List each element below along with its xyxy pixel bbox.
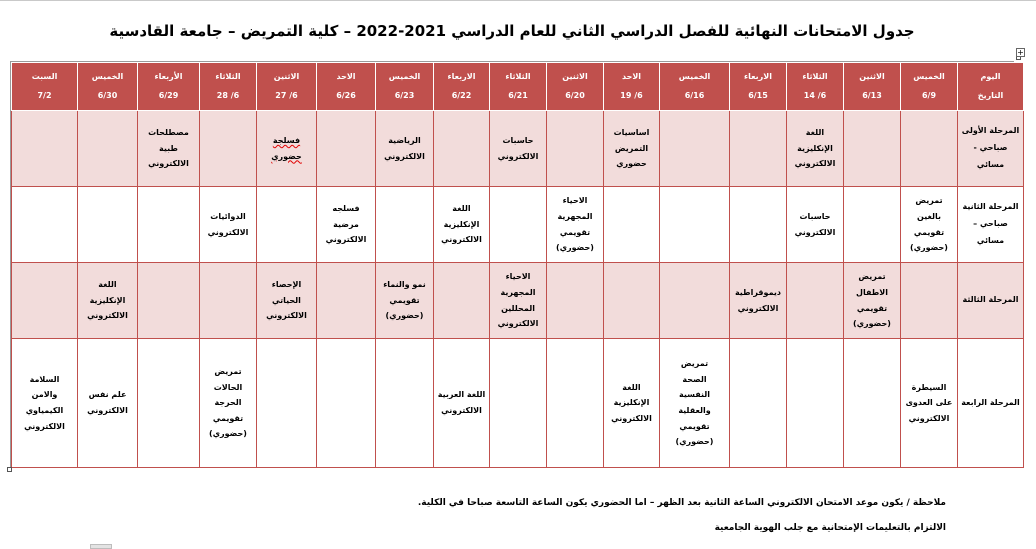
exam-label: تمريض الصحة النفسية والعقلية تقويمي (حضوري)	[675, 359, 714, 447]
column-header	[317, 63, 376, 111]
exam-cell	[200, 263, 257, 339]
exam-cell	[901, 339, 958, 468]
exam-label: الإحصاء الحياتي الالكتروني	[266, 280, 307, 321]
column-header	[138, 63, 200, 111]
column-date: 6/30	[97, 90, 118, 100]
page-scroll-marker	[90, 544, 112, 549]
exam-cell	[787, 263, 844, 339]
stage-cell	[958, 263, 1024, 339]
stage-cell	[958, 339, 1024, 468]
stage-cell	[958, 111, 1024, 187]
column-day: الخميس	[913, 72, 945, 82]
exam-label: اساسيات التمريض حضوري	[613, 128, 650, 169]
exam-cell	[787, 187, 844, 263]
exam-cell	[317, 111, 376, 187]
exam-label: اللغة الإنكليزية الالكتروني	[87, 280, 128, 321]
column-header	[844, 63, 901, 111]
exam-cell	[901, 263, 958, 339]
exam-label: اللغة الإنكليزية الالكتروني	[794, 128, 836, 169]
exam-label: فسلجه مرضية الالكتروني	[325, 204, 367, 245]
exam-cell	[547, 263, 604, 339]
exam-cell	[434, 187, 490, 263]
column-header	[12, 63, 78, 111]
exam-cell	[490, 339, 547, 468]
exam-cell	[200, 187, 257, 263]
corner-day-label: اليوم	[980, 72, 1001, 82]
note-exam-times: ملاحظة / يكون موعد الامتحان الالكتروني الساعة الثانية بعد الظهر – اما الحضوري يكون الساعة التاسعة صباحا في الكلية.	[417, 498, 946, 508]
exam-cell	[604, 339, 660, 468]
column-header	[257, 63, 317, 111]
exam-cell	[490, 187, 547, 263]
exam-cell	[434, 263, 490, 339]
exam-cell	[660, 263, 730, 339]
exam-cell	[787, 111, 844, 187]
exam-cell	[730, 263, 787, 339]
column-date: 6/23	[394, 90, 415, 100]
column-day: السبت	[31, 72, 58, 82]
column-day: الاحد	[621, 72, 642, 82]
exam-label: اللغة الإنكليزية الالكتروني	[441, 204, 482, 245]
exam-cell	[78, 111, 138, 187]
column-day: الاثنين	[273, 72, 300, 82]
exam-schedule-table	[11, 62, 1024, 468]
stage-label: المرحلة الأولى صباحي - مسائي	[961, 126, 1020, 169]
column-day: الأربعاء	[154, 72, 183, 82]
document-title: جدول الامتحانات النهائية للفصل الدراسي الثاني للعام الدراسي 2021-2022 – كلية التمريض – جامعة القادسية	[109, 22, 915, 40]
exam-cell	[376, 111, 434, 187]
exam-cell	[844, 187, 901, 263]
column-date: 6/22	[451, 90, 472, 100]
exam-cell	[660, 111, 730, 187]
exam-label: ديموقراطية الالكتروني	[734, 287, 782, 313]
column-day: الاحد	[336, 72, 356, 82]
column-date: 6/26	[336, 90, 356, 100]
exam-cell	[604, 187, 660, 263]
exam-label: الاحياء المجهرية المحللين الالكتروني	[497, 272, 539, 329]
exam-cell	[138, 339, 200, 468]
resize-handle[interactable]	[7, 467, 12, 472]
exam-cell	[730, 187, 787, 263]
stage-label: المرحلة الرابعة	[961, 397, 1020, 407]
exam-cell	[660, 187, 730, 263]
exam-cell	[200, 111, 257, 187]
exam-cell	[257, 339, 317, 468]
exam-label: تمريض الاطفال تقويمي (حضوري)	[853, 272, 891, 329]
exam-cell	[78, 339, 138, 468]
exam-cell	[844, 111, 901, 187]
exam-cell	[257, 263, 317, 339]
exam-label: حاسبات الالكتروني	[497, 135, 539, 161]
column-header	[434, 63, 490, 111]
exam-cell	[490, 263, 547, 339]
table-row	[12, 187, 1024, 263]
exam-label: الاحياء المجهرية تقويمي (حضوري)	[556, 196, 594, 253]
exam-cell	[78, 187, 138, 263]
exam-cell	[901, 187, 958, 263]
exam-label: السلامة والامن الكيمياوي الالكتروني	[24, 374, 65, 431]
column-date: 6/29	[158, 90, 179, 100]
exam-cell	[434, 339, 490, 468]
table-row	[12, 339, 1024, 468]
exam-cell	[547, 339, 604, 468]
column-day: الثلاثاء	[505, 72, 531, 82]
column-header	[660, 63, 730, 111]
column-date: 6/21	[508, 90, 528, 100]
table-row	[12, 111, 1024, 187]
column-day: الخميس	[678, 72, 711, 82]
stage-cell	[958, 187, 1024, 263]
exam-label: السيطرة على العدوى الالكتروني	[905, 382, 953, 423]
column-day: الاربعاء	[744, 72, 772, 82]
column-date: 6/9	[921, 90, 937, 100]
column-day: الثلاثاء	[215, 72, 241, 82]
exam-cell	[376, 263, 434, 339]
column-header	[901, 63, 958, 111]
add-column-icon[interactable]: +	[1017, 48, 1024, 57]
exam-cell	[730, 339, 787, 468]
column-date: 6/16	[684, 90, 705, 100]
stage-label: المرحلة الثالثة	[962, 295, 1019, 305]
exam-cell	[12, 187, 78, 263]
exam-label: تمريض بالغين تقويمي (حضوري)	[910, 196, 948, 253]
exam-cell	[787, 339, 844, 468]
exam-cell	[434, 111, 490, 187]
column-day: الاربعاء	[447, 72, 476, 82]
exam-label: الرياضية الالكتروني	[384, 135, 425, 161]
exam-cell	[844, 263, 901, 339]
corner-cell	[958, 63, 1024, 111]
column-header	[604, 63, 660, 111]
column-date: 7/2	[37, 90, 52, 100]
column-header	[547, 63, 604, 111]
exam-cell	[376, 187, 434, 263]
exam-cell	[901, 111, 958, 187]
note-instructions: الالتزام بالتعليمات الإمتحانية مع جلب الهوية الجامعية	[714, 523, 946, 533]
exam-cell	[660, 339, 730, 468]
exam-cell	[317, 339, 376, 468]
column-date: 6/ 19	[620, 90, 643, 100]
exam-cell	[12, 339, 78, 468]
column-date: 6/20	[565, 90, 585, 100]
column-day: الخميس	[388, 72, 421, 82]
exam-cell	[138, 187, 200, 263]
exam-cell	[844, 339, 901, 468]
exam-cell	[317, 263, 376, 339]
column-date: 6/13	[862, 90, 882, 100]
exam-cell	[257, 111, 317, 187]
column-header	[78, 63, 138, 111]
exam-label: نمو والنماء تقويمي (حضوري)	[383, 280, 426, 321]
exam-label: اللغة العربية الالكتروني	[437, 390, 486, 415]
exam-cell	[547, 187, 604, 263]
exam-cell	[317, 187, 376, 263]
exam-cell	[12, 111, 78, 187]
table-row	[12, 263, 1024, 339]
header-row	[12, 63, 1024, 111]
column-date: 6/ 14	[803, 90, 827, 100]
column-date: 6/ 28	[216, 90, 240, 100]
corner-date-label: التاريخ	[977, 90, 1004, 100]
exam-cell	[257, 187, 317, 263]
stage-label: المرحلة الثانية صباحي – مسائي	[962, 202, 1019, 245]
exam-cell	[604, 263, 660, 339]
column-date: 6/ 27	[275, 90, 298, 100]
exam-cell	[12, 263, 78, 339]
column-header	[200, 63, 257, 111]
column-day: الثلاثاء	[802, 72, 828, 82]
column-header	[376, 63, 434, 111]
exam-label: حاسبات الالكتروني	[794, 211, 836, 237]
exam-label: اللغة الإنكليزية الالكتروني	[611, 382, 652, 423]
exam-cell	[138, 263, 200, 339]
exam-label: مصطلحات طبية الالكتروني	[148, 128, 189, 169]
column-day: الخميس	[91, 72, 124, 82]
exam-cell	[490, 111, 547, 187]
column-day: الاثنين	[562, 72, 588, 82]
exam-cell	[200, 339, 257, 468]
exam-label: فسلجة حضوري	[271, 135, 302, 161]
exam-cell	[376, 339, 434, 468]
exam-cell	[604, 111, 660, 187]
column-date: 6/15	[748, 90, 768, 100]
column-header	[787, 63, 844, 111]
column-header	[730, 63, 787, 111]
exam-cell	[547, 111, 604, 187]
exam-cell	[78, 263, 138, 339]
exam-cell	[138, 111, 200, 187]
exam-label: تمريض الحالات الحرجة تقويمي (حضوري)	[209, 367, 247, 439]
exam-cell	[730, 111, 787, 187]
exam-label: علم نفس الالكتروني	[87, 390, 128, 415]
column-header	[490, 63, 547, 111]
column-day: الاثنين	[859, 72, 885, 82]
exam-label: الدوائيات الالكتروني	[207, 211, 249, 237]
